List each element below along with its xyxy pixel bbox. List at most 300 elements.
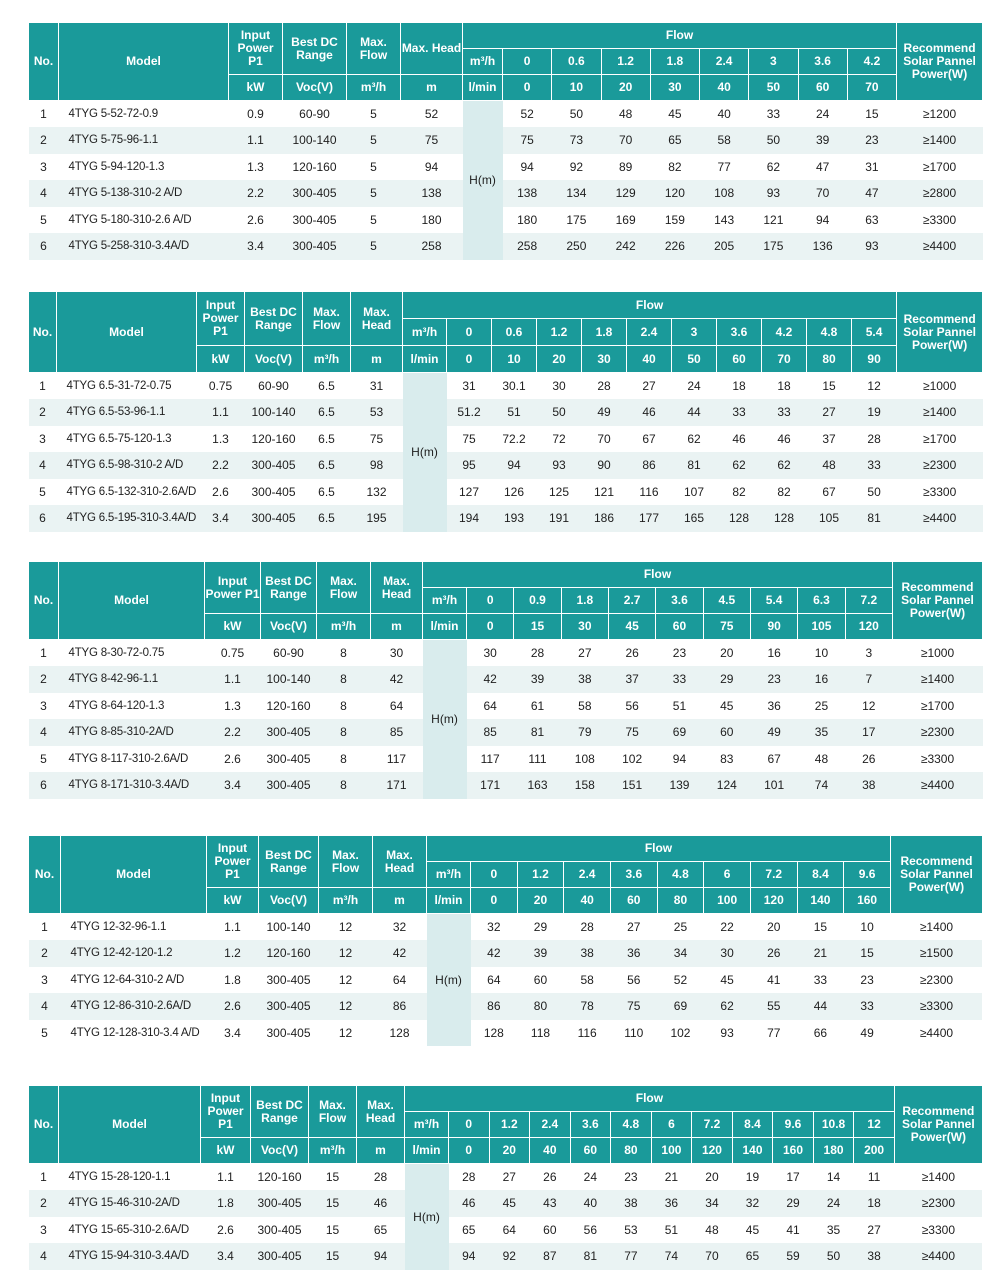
row-number: 3 [29,693,59,720]
header-max-flow: Max. Flow [347,23,401,75]
head-value: 40 [700,101,749,128]
input-power-value: 1.3 [205,693,261,720]
header-best-dc-range: Best DC Range [283,23,347,75]
flow-lmin-value: 40 [530,1138,571,1164]
head-value: 51 [492,399,537,426]
head-value: 52 [503,101,552,128]
row-number: 6 [29,233,59,260]
flow-m3h-value: 4.8 [611,1112,652,1138]
flow-m3h-value: 3 [749,49,798,75]
head-value: 94 [798,207,847,234]
solar-power-value: ≥1500 [890,940,982,967]
solar-power-value: ≥2300 [893,719,983,746]
header-recommend-solar-power: Recommend Solar Pannel Power(W) [897,23,983,101]
flow-lmin-value: 10 [492,346,537,373]
model-name: 4TYG 6.5-75-120-1.3 [57,426,197,453]
head-value: 45 [489,1190,530,1217]
head-value: 28 [449,1164,490,1191]
flow-m3h-value: 5.4 [852,319,897,346]
model-name: 4TYG 6.5-195-310-3.4A/D [57,505,197,532]
model-name: 4TYG 8-85-310-2A/D [59,719,205,746]
head-value: 70 [692,1243,733,1270]
head-value: 17 [773,1164,814,1191]
head-value: 94 [449,1243,490,1270]
head-value: 86 [471,993,518,1020]
spec-table [28,22,983,260]
dc-range-value: 300-405 [251,1217,309,1244]
head-value: 48 [798,746,845,773]
table-row [29,1164,983,1191]
header-no: No. [29,836,61,914]
model-name: 4TYG 12-64-310-2 A/D [61,967,207,994]
flow-lmin-value: 30 [650,75,699,101]
flow-m3h-value: 0.9 [514,588,561,614]
head-value: 79 [561,719,608,746]
head-value: 34 [692,1190,733,1217]
table-row [29,399,983,426]
head-value: 39 [798,127,847,154]
head-value: 20 [703,640,750,667]
dc-range-value: 300-405 [283,233,347,260]
head-value: 28 [852,426,897,453]
max-head-value: 42 [373,940,427,967]
row-number: 2 [29,1190,59,1217]
flow-lmin-value: 100 [651,1138,692,1164]
input-power-value: 2.6 [205,746,261,773]
head-value: 46 [717,426,762,453]
header-unit-lmin: l/min [463,75,503,101]
head-value: 62 [704,993,751,1020]
solar-power-value: ≥2800 [897,180,983,207]
max-head-value: 128 [373,1020,427,1047]
flow-m3h-value: 4.8 [657,862,704,888]
head-value: 93 [704,1020,751,1047]
header-model: Model [57,292,197,373]
flow-lmin-value: 0 [503,75,552,101]
head-value: 51 [651,1217,692,1244]
flow-m3h-value: 3.6 [570,1112,611,1138]
head-value: 23 [656,640,703,667]
solar-power-value: ≥2300 [894,1190,982,1217]
header-unit-m3h: m³/h [423,588,467,614]
flow-lmin-value: 200 [854,1138,895,1164]
input-power-value: 2.2 [197,452,245,479]
model-name: 4TYG 15-94-310-3.4A/D [59,1243,201,1270]
head-value: 45 [704,967,751,994]
head-value: 24 [672,373,717,400]
head-value: 29 [773,1190,814,1217]
header-max-head: Max. Head [373,836,427,888]
flow-m3h-value: 3.6 [610,862,657,888]
flow-lmin-value: 0 [467,614,514,640]
head-value: 49 [750,719,797,746]
header-flow: Flow [405,1086,895,1112]
head-value: 93 [537,452,582,479]
head-value: 65 [650,127,699,154]
max-flow-value: 6.5 [303,505,351,532]
head-value: 107 [672,479,717,506]
solar-power-value: ≥2300 [890,967,982,994]
max-flow-value: 12 [319,940,373,967]
head-value: 101 [750,772,797,799]
row-number: 4 [29,993,61,1020]
header-input-power: Input Power P1 [207,836,259,888]
model-name: 4TYG 6.5-31-72-0.75 [57,373,197,400]
head-value: 39 [514,666,561,693]
dc-range-value: 100-140 [259,914,319,941]
solar-power-value: ≥1400 [893,666,983,693]
table-row [29,914,983,941]
head-value: 48 [692,1217,733,1244]
head-value: 42 [467,666,514,693]
model-name: 4TYG 8-117-310-2.6A/D [59,746,205,773]
header-unit-kw: kW [197,346,245,373]
flow-m3h-value: 7.2 [750,862,797,888]
table-row [29,452,983,479]
head-value: 27 [610,914,657,941]
head-value: 30 [704,940,751,967]
table-row [29,666,983,693]
header-recommend-solar-power: Recommend Solar Pannel Power(W) [894,1086,982,1164]
head-value: 73 [552,127,601,154]
table-row [29,640,983,667]
head-value: 46 [627,399,672,426]
model-name: 4TYG 5-75-96-1.1 [59,127,229,154]
flow-m3h-value: 1.8 [561,588,608,614]
flow-lmin-value: 40 [627,346,672,373]
head-value: 41 [773,1217,814,1244]
solar-power-value: ≥4400 [890,1020,982,1047]
header-unit-flow: m³/h [303,346,351,373]
header-unit-kw: kW [229,75,283,101]
head-value: 26 [845,746,892,773]
input-power-value: 2.6 [197,479,245,506]
header-recommend-solar-power: Recommend Solar Pannel Power(W) [893,562,983,640]
head-value: 129 [601,180,650,207]
head-value: 62 [749,154,798,181]
head-value: 128 [762,505,807,532]
flow-m3h-value: 6 [651,1112,692,1138]
model-name: 4TYG 6.5-53-96-1.1 [57,399,197,426]
head-value: 108 [561,746,608,773]
header-unit-kw: kW [205,614,261,640]
table-row [29,719,983,746]
input-power-value: 1.2 [207,940,259,967]
head-value: 51.2 [447,399,492,426]
dc-range-value: 60-90 [261,640,317,667]
flow-lmin-value: 120 [692,1138,733,1164]
flow-lmin-value: 0 [447,346,492,373]
flow-m3h-value: 0.6 [552,49,601,75]
header-flow: Flow [423,562,893,588]
header-unit-kw: kW [201,1138,251,1164]
head-value: 7 [845,666,892,693]
max-flow-value: 6.5 [303,479,351,506]
head-value: 143 [700,207,749,234]
flow-m3h-value: 2.7 [608,588,655,614]
max-flow-value: 15 [309,1217,357,1244]
head-value: 62 [717,452,762,479]
row-number: 2 [29,399,57,426]
header-max-flow: Max. Flow [309,1086,357,1138]
head-value: 175 [552,207,601,234]
header-max-head: Max. Head [371,562,423,614]
flow-m3h-value: 6.3 [798,588,845,614]
head-value: 136 [798,233,847,260]
head-value: 242 [601,233,650,260]
solar-power-value: ≥1700 [893,693,983,720]
header-unit-lmin: l/min [427,888,471,914]
head-value: 18 [762,373,807,400]
dc-range-value: 300-405 [245,505,303,532]
row-number: 6 [29,505,57,532]
head-value: 44 [672,399,717,426]
head-value: 95 [447,452,492,479]
input-power-value: 1.3 [197,426,245,453]
flow-lmin-value: 20 [517,888,564,914]
head-value: 108 [700,180,749,207]
flow-m3h-value: 1.2 [601,49,650,75]
max-head-value: 52 [401,101,463,128]
input-power-value: 1.1 [197,399,245,426]
header-unit-flow: m³/h [319,888,373,914]
head-value: 94 [503,154,552,181]
head-value: 93 [847,233,896,260]
head-value: 33 [852,452,897,479]
table-row [29,772,983,799]
head-value: 38 [564,940,611,967]
head-unit-label: H(m) [403,373,447,532]
model-name: 4TYG 6.5-98-310-2 A/D [57,452,197,479]
flow-m3h-value: 2.4 [627,319,672,346]
head-value: 72 [537,426,582,453]
table-row [29,180,983,207]
flow-m3h-value: 2.4 [530,1112,571,1138]
head-value: 47 [798,154,847,181]
max-head-value: 94 [401,154,463,181]
flow-m3h-value: 1.2 [517,862,564,888]
header-unit-head: m [351,346,403,373]
head-value: 56 [610,967,657,994]
header-model: Model [59,1086,201,1164]
row-number: 1 [29,640,59,667]
flow-lmin-value: 30 [561,614,608,640]
head-value: 23 [847,127,896,154]
flow-lmin-value: 40 [564,888,611,914]
input-power-value: 1.8 [201,1190,251,1217]
head-unit-label: H(m) [405,1164,449,1270]
flow-m3h-value: 1.2 [537,319,582,346]
header-input-power: Input Power P1 [197,292,245,346]
head-value: 191 [537,505,582,532]
head-value: 151 [608,772,655,799]
table-row [29,1217,983,1244]
row-number: 1 [29,373,57,400]
head-value: 26 [750,940,797,967]
max-flow-value: 15 [309,1243,357,1270]
head-value: 33 [762,399,807,426]
flow-lmin-value: 80 [611,1138,652,1164]
head-value: 134 [552,180,601,207]
head-value: 124 [703,772,750,799]
head-value: 24 [798,101,847,128]
flow-m3h-value: 0 [449,1112,490,1138]
flow-lmin-value: 90 [852,346,897,373]
flow-lmin-value: 45 [608,614,655,640]
table-row [29,693,983,720]
flow-m3h-value: 12 [854,1112,895,1138]
head-value: 23 [844,967,891,994]
head-value: 49 [844,1020,891,1047]
dc-range-value: 300-405 [261,746,317,773]
row-number: 5 [29,479,57,506]
max-head-value: 94 [357,1243,405,1270]
head-value: 175 [749,233,798,260]
input-power-value: 2.2 [229,180,283,207]
table-row [29,426,983,453]
flow-lmin-value: 30 [582,346,627,373]
model-name: 4TYG 5-94-120-1.3 [59,154,229,181]
head-value: 41 [750,967,797,994]
head-value: 39 [517,940,564,967]
head-value: 12 [845,693,892,720]
input-power-value: 0.75 [205,640,261,667]
model-name: 4TYG 12-128-310-3.4 A/D [61,1020,207,1047]
head-value: 77 [611,1243,652,1270]
header-best-dc-range: Best DC Range [245,292,303,346]
dc-range-value: 60-90 [245,373,303,400]
head-value: 31 [847,154,896,181]
head-value: 24 [813,1190,854,1217]
header-model: Model [59,562,205,640]
head-value: 55 [750,993,797,1020]
input-power-value: 1.1 [207,914,259,941]
flow-lmin-value: 80 [807,346,852,373]
flow-m3h-value: 7.2 [845,588,892,614]
header-model: Model [61,836,207,914]
head-value: 94 [656,746,703,773]
head-value: 60 [530,1217,571,1244]
input-power-value: 3.4 [229,233,283,260]
head-value: 20 [750,914,797,941]
head-value: 116 [627,479,672,506]
head-value: 171 [467,772,514,799]
input-power-value: 3.4 [197,505,245,532]
header-best-dc-range: Best DC Range [259,836,319,888]
head-value: 45 [732,1217,773,1244]
head-value: 34 [657,940,704,967]
head-value: 35 [813,1217,854,1244]
input-power-value: 1.8 [207,967,259,994]
max-head-value: 32 [373,914,427,941]
flow-lmin-value: 60 [656,614,703,640]
table-row [29,127,983,154]
dc-range-value: 300-405 [245,479,303,506]
dc-range-value: 300-405 [259,1020,319,1047]
model-name: 4TYG 15-28-120-1.1 [59,1164,201,1191]
head-value: 64 [471,967,518,994]
max-head-value: 75 [401,127,463,154]
flow-m3h-value: 0 [447,319,492,346]
flow-m3h-value: 6 [704,862,751,888]
max-flow-value: 5 [347,101,401,128]
flow-m3h-value: 0 [467,588,514,614]
head-value: 29 [703,666,750,693]
solar-power-value: ≥3300 [897,479,983,506]
header-unit-flow: m³/h [317,614,371,640]
head-value: 186 [582,505,627,532]
max-head-value: 64 [371,693,423,720]
head-value: 15 [847,101,896,128]
head-value: 250 [552,233,601,260]
model-name: 4TYG 8-64-120-1.3 [59,693,205,720]
head-value: 92 [552,154,601,181]
row-number: 5 [29,1020,61,1047]
table-row [29,233,983,260]
max-flow-value: 5 [347,154,401,181]
head-value: 10 [844,914,891,941]
head-value: 18 [717,373,762,400]
solar-power-value: ≥1400 [897,127,983,154]
flow-lmin-value: 75 [703,614,750,640]
head-value: 116 [564,1020,611,1047]
model-name: 4TYG 12-42-120-1.2 [61,940,207,967]
head-value: 60 [517,967,564,994]
head-value: 226 [650,233,699,260]
max-head-value: 64 [373,967,427,994]
head-value: 83 [703,746,750,773]
head-unit-label: H(m) [463,101,503,260]
head-value: 27 [807,399,852,426]
max-flow-value: 12 [319,1020,373,1047]
max-head-value: 258 [401,233,463,260]
max-flow-value: 8 [317,666,371,693]
flow-m3h-value: 1.2 [489,1112,530,1138]
head-value: 30 [467,640,514,667]
header-unit-head: m [357,1138,405,1164]
head-value: 36 [750,693,797,720]
solar-power-value: ≥1000 [893,640,983,667]
head-value: 121 [749,207,798,234]
head-value: 65 [449,1217,490,1244]
head-value: 62 [762,452,807,479]
head-value: 23 [750,666,797,693]
table-row [29,967,983,994]
max-flow-value: 12 [319,967,373,994]
solar-power-value: ≥4400 [897,233,983,260]
head-value: 3 [845,640,892,667]
head-value: 85 [467,719,514,746]
head-value: 118 [517,1020,564,1047]
head-value: 22 [704,914,751,941]
head-value: 20 [692,1164,733,1191]
max-flow-value: 8 [317,719,371,746]
model-name: 4TYG 5-180-310-2.6 A/D [59,207,229,234]
header-unit-m3h: m³/h [463,49,503,75]
head-value: 46 [762,426,807,453]
header-unit-flow: m³/h [309,1138,357,1164]
input-power-value: 1.1 [201,1164,251,1191]
head-value: 28 [514,640,561,667]
head-value: 65 [732,1243,773,1270]
head-value: 127 [447,479,492,506]
head-value: 70 [582,426,627,453]
row-number: 6 [29,772,59,799]
head-value: 33 [749,101,798,128]
table-row [29,154,983,181]
max-head-value: 46 [357,1190,405,1217]
header-unit-lmin: l/min [403,346,447,373]
